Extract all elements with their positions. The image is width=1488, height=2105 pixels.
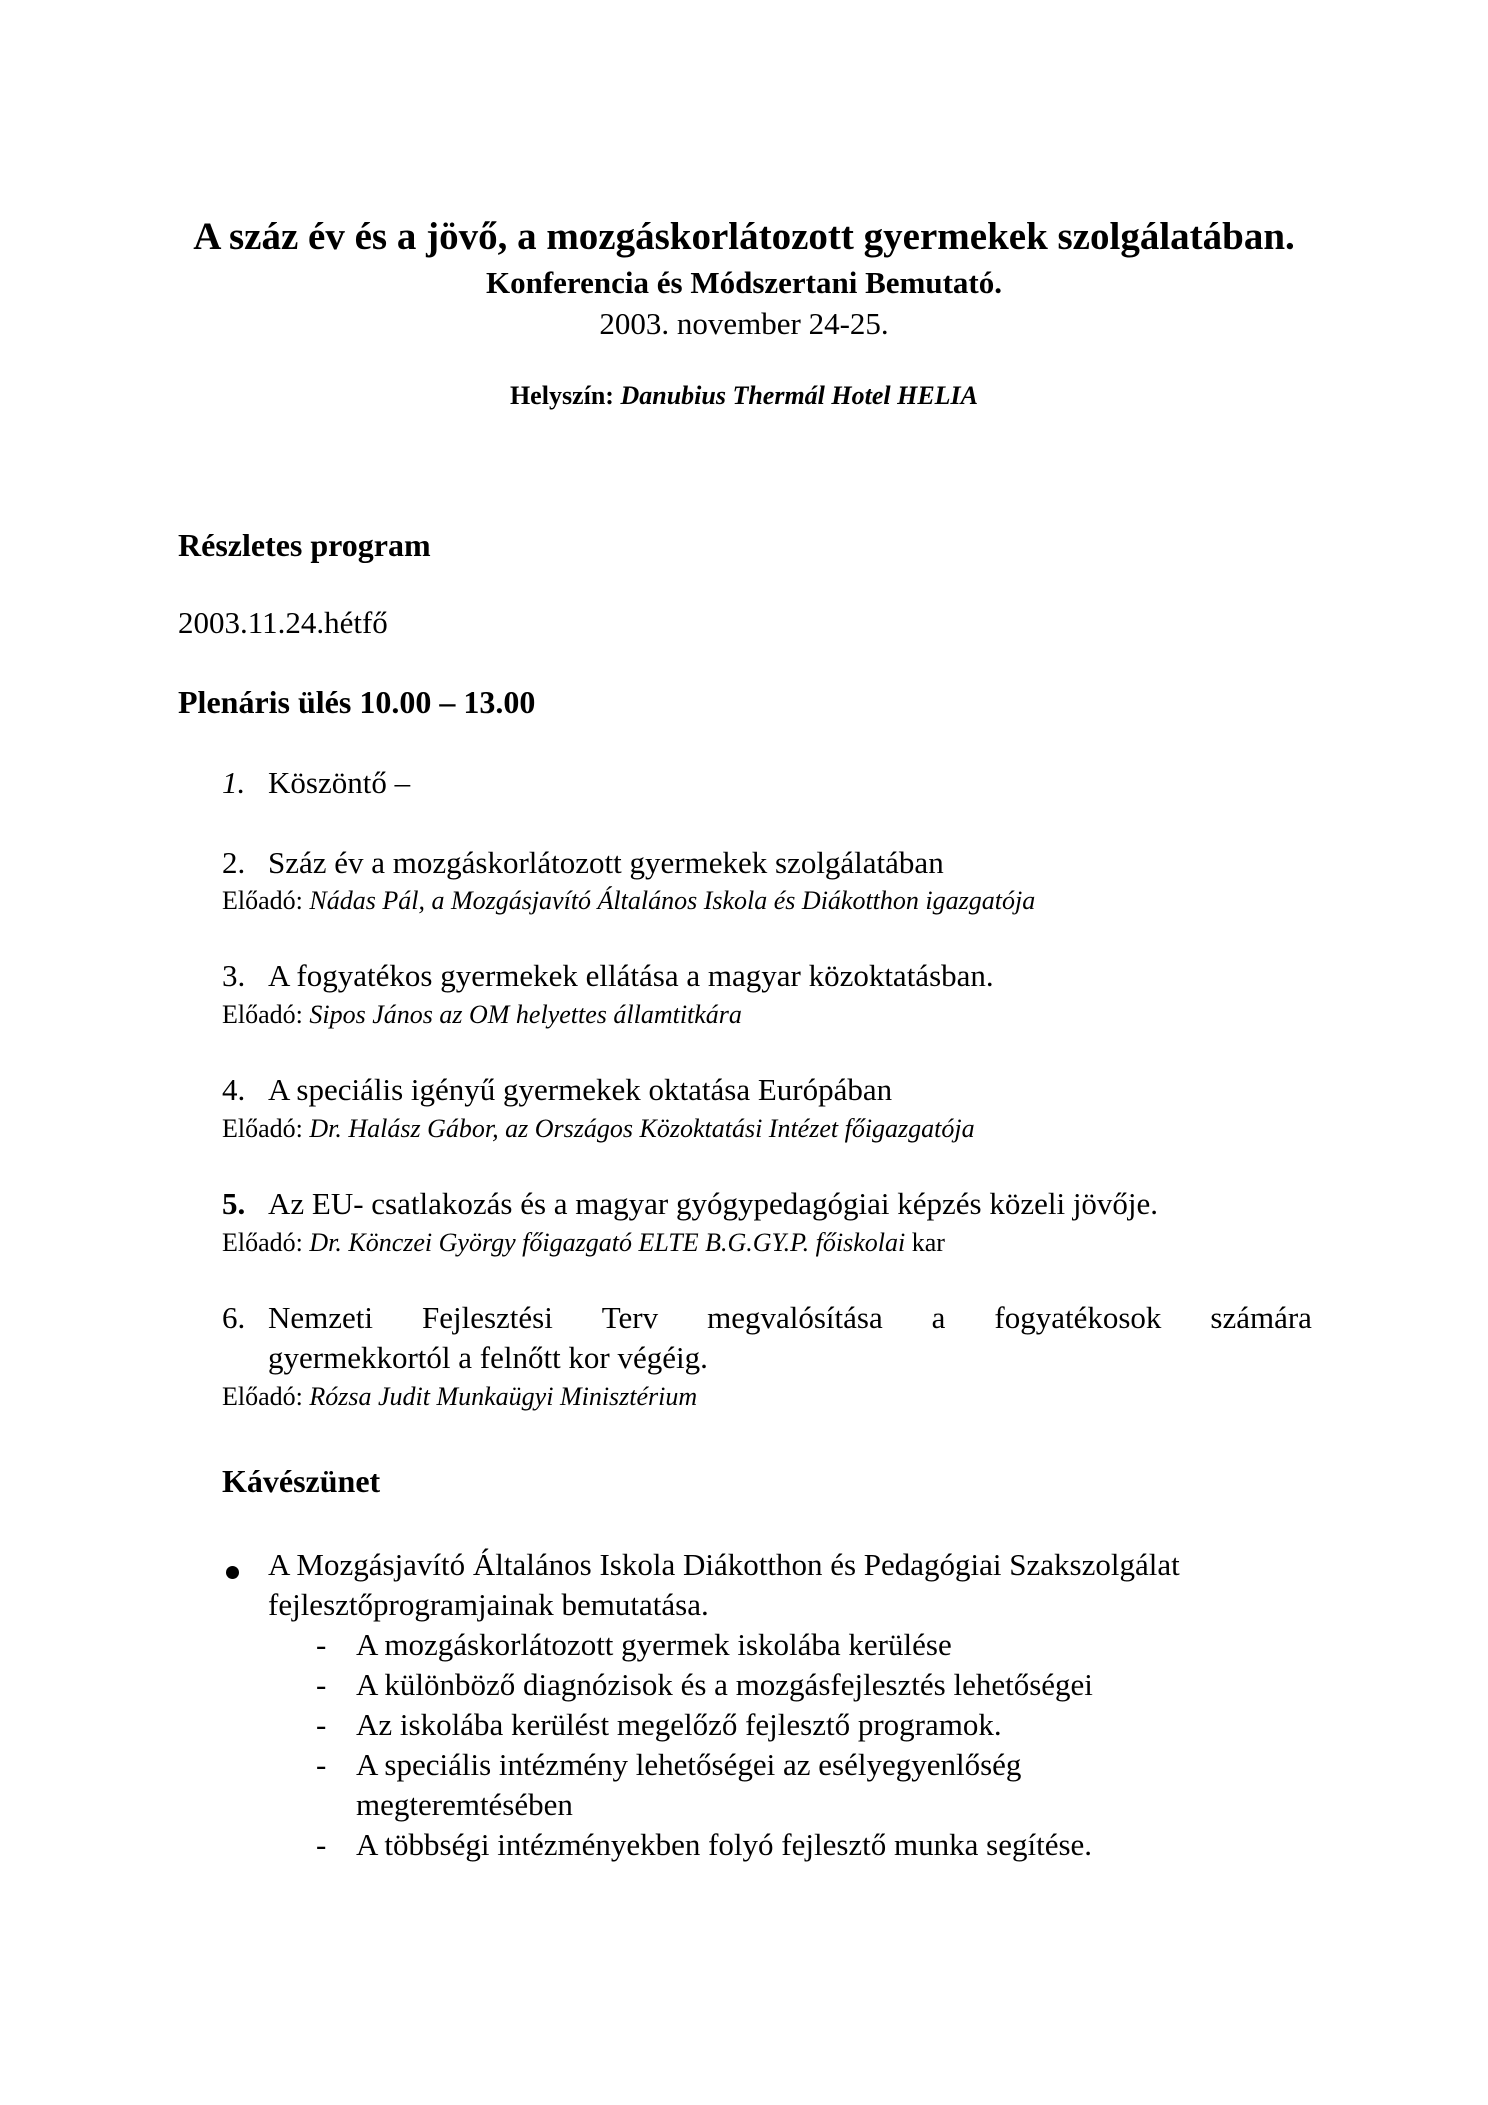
speaker-label: Előadó: <box>222 1228 310 1257</box>
item-number-4: 4. <box>222 1072 246 1107</box>
sub-item: A speciális intézmény lehetőségei az esélyegyenlőség <box>356 1747 1022 1782</box>
sub-item-continuation: megteremtésében <box>356 1787 573 1822</box>
speaker-name: Nádas Pál, a Mozgásjavító Általános Iskola és Diákotthon igazgatója <box>309 886 1036 915</box>
item-speaker-2 <box>222 886 1035 916</box>
item-text-1: Köszöntő – <box>268 765 411 800</box>
item-speaker-6 <box>222 1382 697 1412</box>
item-text-6-line2: gyermekkortól a felnőtt kor végéig. <box>268 1340 708 1375</box>
speaker-name: Rózsa Judit Munkaügyi Minisztérium <box>309 1382 698 1411</box>
dash-marker: - <box>316 1827 327 1862</box>
venue-line <box>0 381 1488 411</box>
sub-item: A többségi intézményekben folyó fejlesztő munka segítése. <box>356 1827 1093 1862</box>
coffee-break-heading: Kávészünet <box>222 1463 381 1499</box>
speaker-name: Dr. Könczei György főigazgató ELTE B.G.GY.P. főiskolai <box>309 1228 906 1257</box>
plenary-session-heading: Plenáris ülés 10.00 – 13.00 <box>178 684 536 720</box>
item-number-3: 3. <box>222 958 246 993</box>
sub-item: A különböző diagnózisok és a mozgásfejlesztés lehetőségei <box>356 1667 1093 1702</box>
item-text-5: Az EU- csatlakozás és a magyar gyógypedagógiai képzés közeli jövője. <box>268 1186 1159 1221</box>
speaker-name: Dr. Halász Gábor, az Országos Közoktatási Intézet főigazgatója <box>309 1114 975 1143</box>
bullet-text-line1: A Mozgásjavító Általános Iskola Diákotthon és Pedagógiai Szakszolgálat <box>268 1547 1180 1582</box>
speaker-label: Előadó: <box>222 1000 310 1029</box>
item-number-1: 1. <box>222 765 246 800</box>
speaker-suffix: kar <box>905 1228 945 1257</box>
item-6-word: a <box>931 1300 946 1335</box>
sub-item: A mozgáskorlátozott gyermek iskolába kerülése <box>356 1627 952 1662</box>
item-6-word: megvalósítása <box>707 1300 883 1335</box>
conference-dates: 2003. november 24-25. <box>599 306 889 341</box>
venue-name: Danubius Thermál Hotel HELIA <box>620 381 979 410</box>
bullet-icon <box>226 1566 239 1579</box>
sub-item: Az iskolába kerülést megelőző fejlesztő programok. <box>356 1707 1002 1742</box>
venue-label: Helyszín: <box>509 381 621 410</box>
item-6-word: számára <box>1210 1300 1312 1335</box>
document-subtitle: Konferencia és Módszertani Bemutató. <box>486 265 1002 300</box>
dash-marker: - <box>316 1707 327 1742</box>
dash-marker: - <box>316 1667 327 1702</box>
item-text-6-line1 <box>268 1300 1312 1336</box>
program-heading: Részletes program <box>178 527 431 563</box>
dash-marker: - <box>316 1627 327 1662</box>
item-number-6: 6. <box>222 1300 246 1335</box>
item-text-2: Száz év a mozgáskorlátozott gyermekek szolgálatában <box>268 845 944 880</box>
day-date: 2003.11.24.hétfő <box>178 605 388 640</box>
speaker-label: Előadó: <box>222 1382 310 1411</box>
item-speaker-3 <box>222 1000 742 1030</box>
document-title: A száz év és a jövő, a mozgáskorlátozott gyermekek szolgálatában. <box>193 215 1295 258</box>
item-6-word: fogyatékosok <box>994 1300 1162 1335</box>
item-text-4: A speciális igényű gyermekek oktatása Európában <box>268 1072 893 1107</box>
speaker-label: Előadó: <box>222 886 310 915</box>
item-6-word: Terv <box>601 1300 659 1335</box>
item-number-2: 2. <box>222 845 246 880</box>
item-number-5: 5. <box>222 1186 246 1221</box>
item-6-word: Nemzeti <box>268 1300 374 1335</box>
item-text-3: A fogyatékos gyermekek ellátása a magyar közoktatásban. <box>268 958 994 993</box>
speaker-name: Sipos János az OM helyettes államtitkára <box>309 1000 742 1029</box>
bullet-text-line2: fejlesztőprogramjainak bemutatása. <box>268 1587 709 1622</box>
item-speaker-5 <box>222 1228 945 1258</box>
dash-marker: - <box>316 1747 327 1782</box>
item-6-word: Fejlesztési <box>421 1300 553 1335</box>
speaker-label: Előadó: <box>222 1114 310 1143</box>
item-speaker-4 <box>222 1114 975 1144</box>
